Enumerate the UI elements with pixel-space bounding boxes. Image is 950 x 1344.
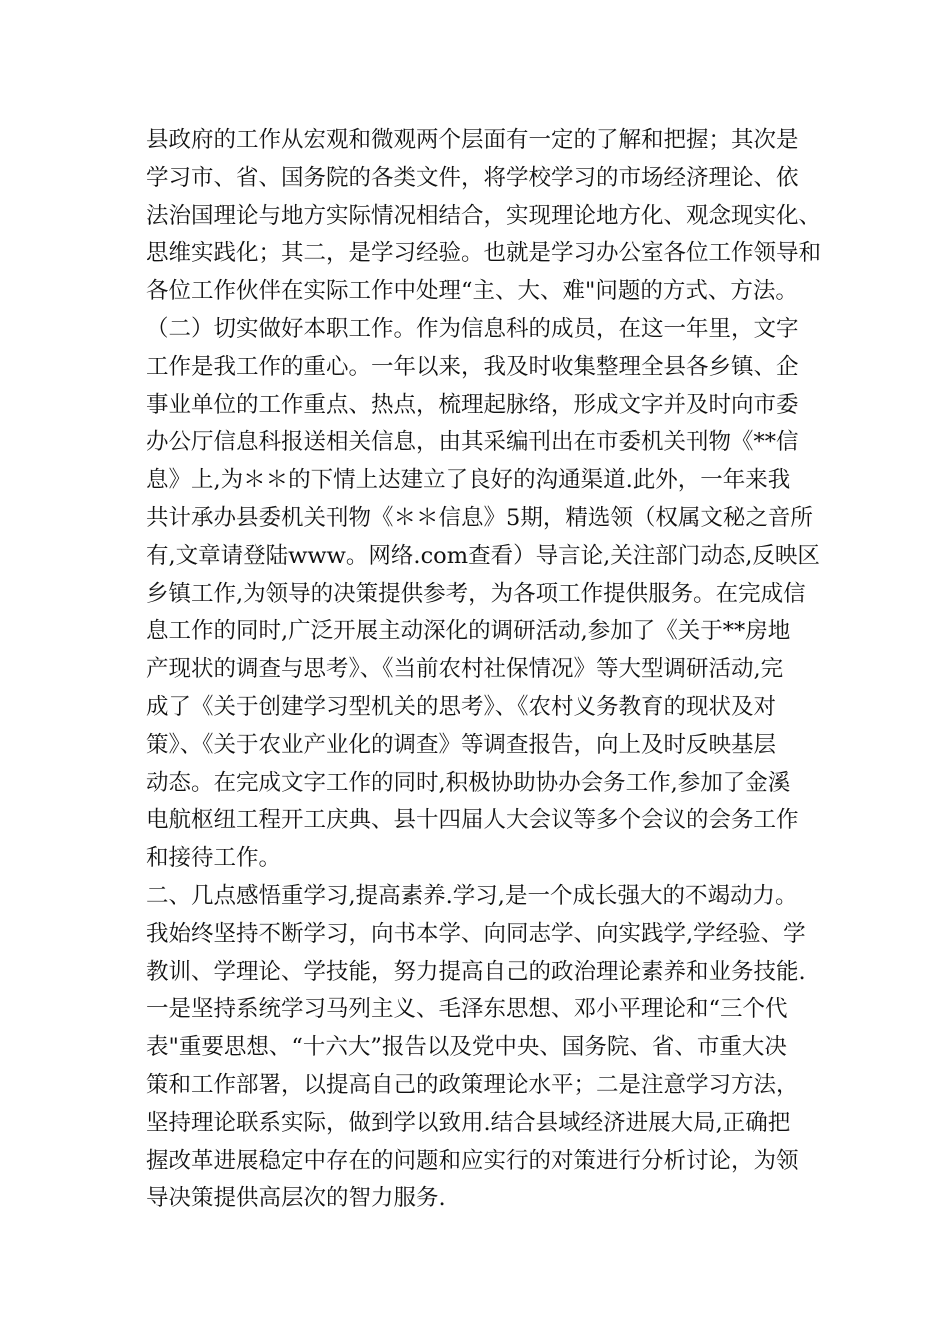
text-line: 息》上,为＊＊的下情上达建立了良好的沟通渠道.此外，一年来我: [146, 467, 791, 494]
text-line: 教训、学理论、学技能，努力提高自己的政治理论素养和业务技能.: [146, 958, 806, 985]
text-line: 办公厅信息科报送相关信息，由其采编刊出在市委机关刊物《**信: [146, 429, 799, 456]
text-line: 产现状的调查与思考》、《当前农村社保情况》等大型调研活动,完: [146, 656, 784, 683]
text-line: 事业单位的工作重点、热点，梳理起脉络，形成文字并及时向市委: [146, 391, 799, 418]
text-line: 电航枢纽工程开工庆典、县十四届人大会议等多个会议的会务工作: [146, 807, 799, 834]
text-line: 和接待工作。: [146, 845, 282, 872]
text-line: 策》、《关于农业产业化的调查》等调查报告，向上及时反映基层: [146, 731, 777, 758]
text-line: 法治国理论与地方实际情况相结合，实现理论地方化、观念现实化、: [146, 202, 822, 229]
text-line: 工作是我工作的重心。一年以来，我及时收集整理全县各乡镇、企: [146, 353, 799, 380]
text-line: 各位工作伙伴在实际工作中处理“主、大、难"问题的方式、方法。: [146, 278, 798, 305]
text-line: 导决策提供高层次的智力服务.: [146, 1185, 446, 1212]
text-line: 有,文章请登陆www。网络.com查看）导言论,关注部门动态,反映区: [146, 542, 820, 569]
text-line: 学习市、省、国务院的各类文件，将学校学习的市场经济理论、依: [146, 164, 799, 191]
text-line: 一是坚持系统学习马列主义、毛泽东思想、邓小平理论和“三个代: [146, 996, 788, 1023]
text-line: 我始终坚持不断学习，向书本学、向同志学、向实践学,学经验、学: [146, 920, 806, 947]
text-line: 县政府的工作从宏观和微观两个层面有一定的了解和把握；其次是: [146, 127, 799, 153]
body-text: [146, 122, 836, 1218]
text-line: 握改革进展稳定中存在的问题和应实行的对策进行分析讨论，为领: [146, 1147, 799, 1174]
text-line: 成了《关于创建学习型机关的思考》、《农村义务教育的现状及对: [146, 693, 777, 720]
section-heading-line: （二）切实做好本职工作。作为信息科的成员，在这一年里，文字: [146, 315, 799, 342]
text-line: 策和工作部署，以提高自己的政策理论水平；二是注意学习方法，: [146, 1071, 799, 1098]
section-heading-line: 二、几点感悟重学习,提高素养.学习,是一个成长强大的不竭动力。: [146, 882, 798, 909]
text-line: 思维实践化；其二，是学习经验。也就是学习办公室各位工作领导和: [146, 240, 822, 267]
text-line: 共计承办县委机关刊物《＊＊信息》5期，精选领（权属文秘之音所: [146, 504, 813, 531]
text-line: 表"重要思想、“十六大”报告以及党中央、国务院、省、市重大决: [146, 1034, 787, 1061]
text-line: 动态。在完成文字工作的同时,积极协助协办会务工作,参加了金溪: [146, 769, 791, 796]
text-line: 坚持理论联系实际，做到学以致用.结合县域经济进展大局,正确把: [146, 1109, 791, 1136]
text-line: 乡镇工作,为领导的决策提供参考，为各项工作提供服务。在完成信: [146, 580, 806, 607]
text-line: 息工作的同时,广泛开展主动深化的调研活动,参加了《关于**房地: [146, 618, 791, 645]
